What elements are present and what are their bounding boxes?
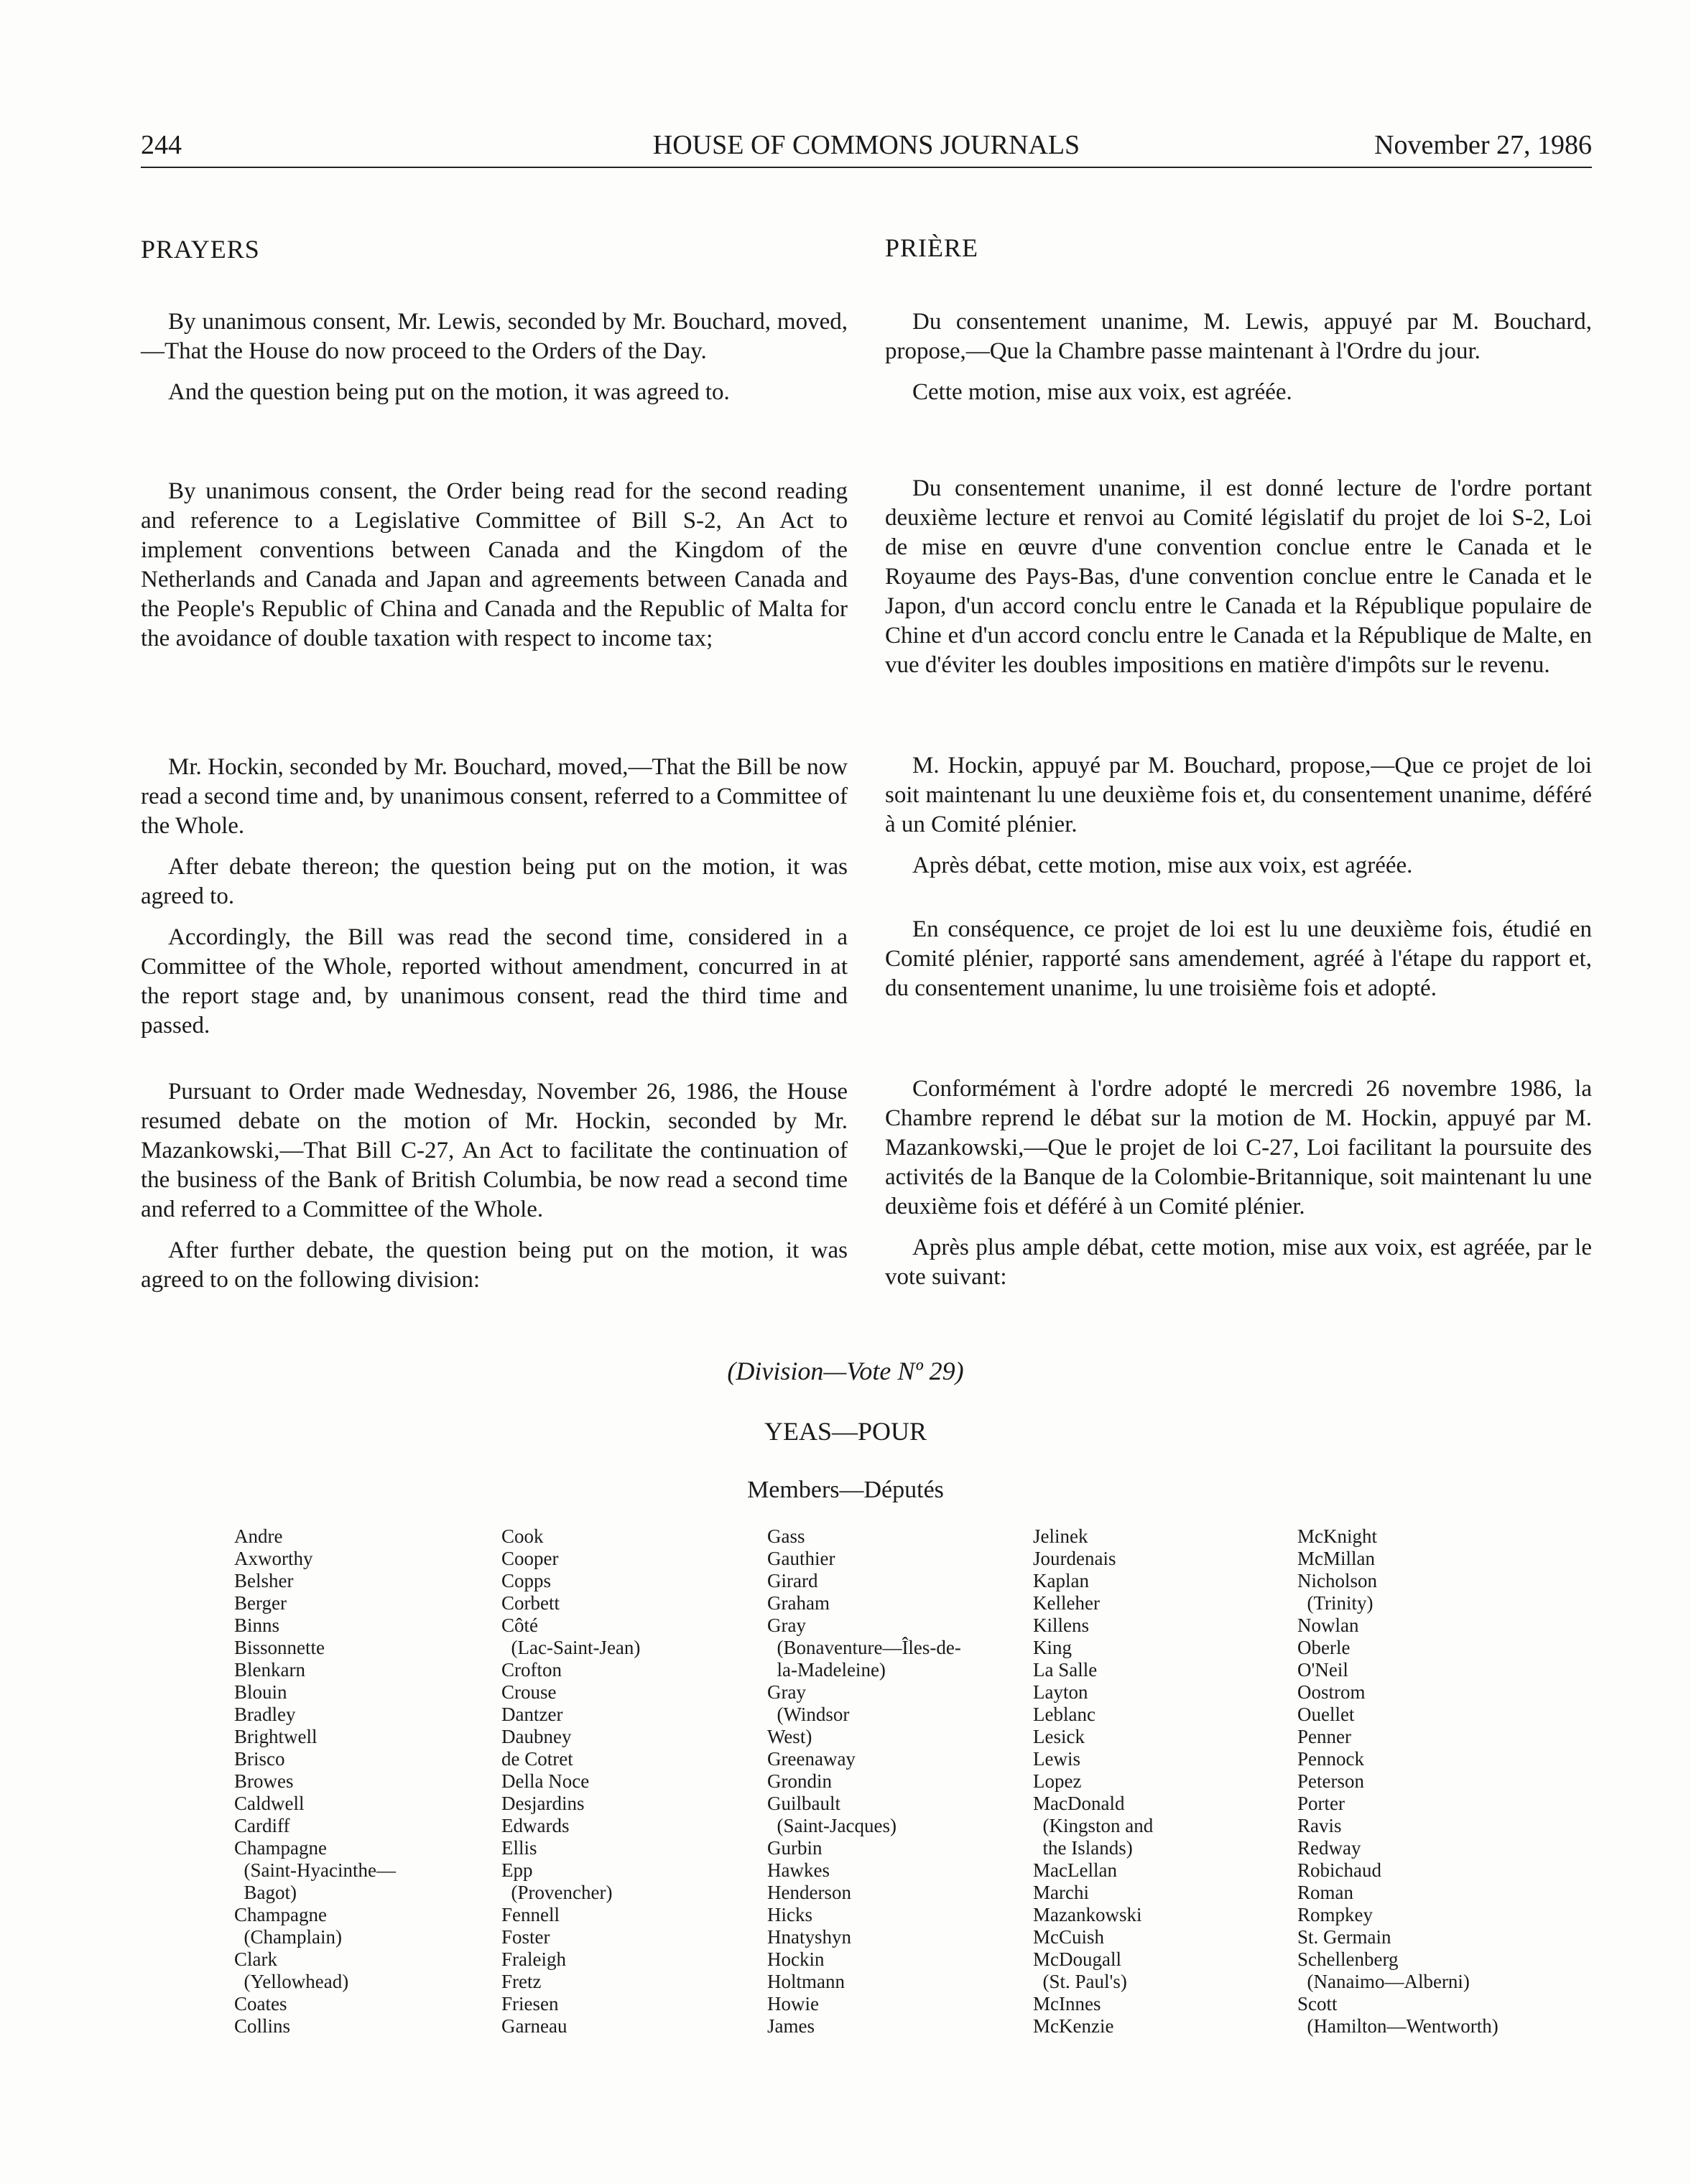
member-name: Collins	[234, 2015, 291, 2037]
french-block-5	[885, 1074, 1592, 1292]
member-name: Berger	[234, 1592, 287, 1614]
member-name: la-Madeleine)	[767, 1659, 886, 1681]
member-name: Fraleigh	[501, 1948, 566, 1970]
member-name: Gray	[767, 1681, 806, 1703]
member-name: Greenaway	[767, 1748, 856, 1770]
french-heading: PRIÈRE	[885, 233, 979, 262]
paragraph: Conformément à l'ordre adopté le mercredi 26 novembre 1986, la Chambre reprend le débat sur la motion de M. Hockin, appuyé par M. Mazankowski,—Que le projet de loi C-27, Loi facilitant la poursuite des activités de la Banque de la Colombie-Britannique, soit maintenant lu une deuxième fois et déféré à un Comité plénier.	[885, 1076, 1592, 1219]
member-name: Friesen	[501, 1993, 559, 2015]
member-name: Bagot)	[234, 1882, 297, 1903]
member-name: Binns	[234, 1614, 280, 1636]
member-name: Garneau	[501, 2015, 567, 2037]
member-name: King	[1033, 1637, 1072, 1658]
paragraph: Du consentement unanime, M. Lewis, appuyé par M. Bouchard, propose,—Que la Chambre passe maintenant à l'Ordre du jour.	[885, 309, 1592, 364]
member-name: (Saint-Hyacinthe—	[234, 1859, 396, 1881]
member-name: La Salle	[1033, 1659, 1098, 1681]
member-name: McKnight	[1297, 1525, 1377, 1547]
member-name: Layton	[1033, 1681, 1088, 1703]
member-name: McCuish	[1033, 1926, 1105, 1948]
member-name: Hnatyshyn	[767, 1926, 851, 1948]
page-number: 244	[141, 130, 182, 160]
member-name: Kaplan	[1033, 1570, 1089, 1591]
member-name: Marchi	[1033, 1882, 1089, 1903]
names-column-3	[767, 1525, 961, 2037]
paragraph: After further debate, the question being put on the motion, it was agreed to on the following division:	[141, 1237, 848, 1293]
member-name: Champagne	[234, 1837, 327, 1859]
french-block-4	[885, 915, 1592, 1003]
member-name: Redway	[1297, 1837, 1361, 1859]
member-name: Gurbin	[767, 1837, 823, 1859]
english-block-2	[141, 477, 848, 654]
member-name: MacDonald	[1033, 1793, 1125, 1814]
member-name: Epp	[501, 1859, 533, 1881]
member-name: Ouellet	[1297, 1704, 1355, 1725]
member-name: Côté	[501, 1614, 538, 1636]
member-name: Howie	[767, 1993, 819, 2015]
member-name: Foster	[501, 1926, 550, 1948]
member-name: Edwards	[501, 1815, 570, 1836]
member-name: Crofton	[501, 1659, 562, 1681]
member-name: (Windsor	[767, 1704, 850, 1725]
member-name: Cardiff	[234, 1815, 290, 1836]
member-name: Lesick	[1033, 1726, 1085, 1747]
member-name: Oostrom	[1297, 1681, 1366, 1703]
member-name: Guilbault	[767, 1793, 840, 1814]
names-column-4	[1033, 1525, 1153, 2037]
member-name: Hicks	[767, 1904, 812, 1925]
member-name: (Bonaventure—Îles-de-	[767, 1637, 961, 1658]
member-name: Ellis	[501, 1837, 537, 1859]
member-name: Bradley	[234, 1704, 296, 1725]
names-column-5	[1297, 1525, 1498, 2037]
member-name: Bissonnette	[234, 1637, 325, 1658]
member-name: Roman	[1297, 1882, 1353, 1903]
member-name: McDougall	[1033, 1948, 1121, 1970]
member-name: the Islands)	[1033, 1837, 1133, 1859]
member-name: Scott	[1297, 1993, 1338, 2015]
member-name: Belsher	[234, 1570, 294, 1591]
member-name: Gray	[767, 1614, 806, 1636]
member-name: Clark	[234, 1948, 277, 1970]
member-name: MacLellan	[1033, 1859, 1117, 1881]
member-name: Della Noce	[501, 1770, 590, 1792]
member-name: Nowlan	[1297, 1614, 1359, 1636]
paragraph: M. Hockin, appuyé par M. Bouchard, propose,—Que ce projet de loi soit maintenant lu une deuxième fois et, du consentement unanime, déféré à un Comité plénier.	[885, 753, 1592, 837]
member-name: Mazankowski	[1033, 1904, 1142, 1925]
member-name: Kelleher	[1033, 1592, 1100, 1614]
member-name: (Kingston and	[1033, 1815, 1154, 1836]
members-heading: Members—Députés	[747, 1477, 944, 1503]
member-name: Lewis	[1033, 1748, 1080, 1770]
paragraph: Cette motion, mise aux voix, est agréée.	[912, 379, 1292, 405]
member-name: Jourdenais	[1033, 1548, 1116, 1569]
paragraph: And the question being put on the motion, it was agreed to.	[168, 379, 730, 405]
member-name: West)	[767, 1726, 812, 1747]
member-name: James	[767, 2015, 815, 2037]
member-name: Penner	[1297, 1726, 1351, 1747]
member-name: Crouse	[501, 1681, 557, 1703]
member-name: Graham	[767, 1592, 830, 1614]
names-column-1	[234, 1525, 396, 2037]
member-name: O'Neil	[1297, 1659, 1348, 1681]
member-name: (Lac-Saint-Jean)	[501, 1637, 641, 1658]
member-name: Girard	[767, 1570, 818, 1591]
member-name: Caldwell	[234, 1793, 305, 1814]
member-name: Hawkes	[767, 1859, 830, 1881]
member-name: Pennock	[1297, 1748, 1364, 1770]
member-name: Gass	[767, 1525, 805, 1547]
page-header	[141, 126, 1592, 168]
paragraph: Accordingly, the Bill was read the second time, considered in a Committee of the Whole, reported without amendment, concurred in at the report stage and, by unanimous consent, read the third time and passed.	[141, 924, 848, 1038]
paragraph: Après plus ample débat, cette motion, mise aux voix, est agréée, par le vote suivant:	[885, 1235, 1592, 1290]
member-name: Browes	[234, 1770, 294, 1792]
member-name: Andre	[234, 1525, 283, 1547]
member-name: Ravis	[1297, 1815, 1342, 1836]
member-name: (St. Paul's)	[1033, 1971, 1127, 1992]
member-name: Leblanc	[1033, 1704, 1095, 1725]
member-name: (Trinity)	[1297, 1592, 1373, 1614]
member-name: Fennell	[501, 1904, 560, 1925]
member-name: (Provencher)	[501, 1882, 613, 1903]
member-name: (Nanaimo—Alberni)	[1297, 1971, 1470, 1992]
paragraph: By unanimous consent, Mr. Lewis, seconded by Mr. Bouchard, moved,—That the House do now proceed to the Orders of the Day.	[141, 309, 848, 364]
member-name: McKenzie	[1033, 2015, 1114, 2037]
member-name: Killens	[1033, 1614, 1089, 1636]
page-date: November 27, 1986	[1374, 130, 1592, 160]
paragraph: After debate thereon; the question being put on the motion, it was agreed to.	[141, 854, 848, 909]
french-block-1	[885, 307, 1592, 407]
member-name: Hockin	[767, 1948, 825, 1970]
member-name: Blenkarn	[234, 1659, 305, 1681]
member-name: Fretz	[501, 1971, 542, 1992]
member-name: (Saint-Jacques)	[767, 1815, 897, 1836]
member-name: Grondin	[767, 1770, 832, 1792]
member-name: St. Germain	[1297, 1926, 1391, 1948]
member-name: Jelinek	[1033, 1525, 1088, 1547]
member-name: de Cotret	[501, 1748, 573, 1770]
journal-title: HOUSE OF COMMONS JOURNALS	[652, 130, 1080, 160]
member-name: Robichaud	[1297, 1859, 1381, 1881]
member-name: Desjardins	[501, 1793, 585, 1814]
member-name: Peterson	[1297, 1770, 1364, 1792]
paragraph: Pursuant to Order made Wednesday, November 26, 1986, the House resumed debate on the motion of Mr. Hockin, seconded by Mr. Mazankowski,—That Bill C-27, An Act to facilitate the continuation of the business of the Bank of British Columbia, be now read a second time and referred to a Committee of the Whole.	[141, 1079, 848, 1222]
member-name: Lopez	[1033, 1770, 1082, 1792]
member-name: Rompkey	[1297, 1904, 1373, 1925]
paragraph: En conséquence, ce projet de loi est lu une deuxième fois, étudié en Comité plénier, rapporté sans amendement, agréé à l'étape du rapport et, du consentement unanime, lu une troisième fois et adopté.	[885, 916, 1592, 1001]
member-name: Champagne	[234, 1904, 327, 1925]
member-name: Holtmann	[767, 1971, 845, 1992]
french-block-2	[885, 474, 1592, 680]
english-block-4	[141, 1077, 848, 1295]
member-name: Schellenberg	[1297, 1948, 1399, 1970]
paragraph: Du consentement unanime, il est donné lecture de l'ordre portant deuxième lecture et renvoi au Comité législatif du projet de loi S-2, Loi de mise en œuvre d'une convention conclue entre le Canada et le Royaume des Pays-Bas, d'une convention conclue entre le Canada et le Japon, d'un accord conclu entre le Canada et la République populaire de Chine et d'un accord conclu entre le Canada et la République de Malte, en vue d'éviter les doubles impositions en matière d'impôts sur le revenu.	[885, 475, 1592, 678]
member-name: Cook	[501, 1525, 544, 1547]
member-name: Dantzer	[501, 1704, 563, 1725]
english-block-1	[141, 307, 848, 407]
member-name: Brisco	[234, 1748, 285, 1770]
member-name: Blouin	[234, 1681, 287, 1703]
member-name: Axworthy	[234, 1548, 313, 1569]
member-name: Corbett	[501, 1592, 560, 1614]
member-name: Brightwell	[234, 1726, 318, 1747]
member-name: (Champlain)	[234, 1926, 342, 1948]
member-name: Oberle	[1297, 1637, 1351, 1658]
french-block-3	[885, 751, 1592, 880]
member-name: McMillan	[1297, 1548, 1375, 1569]
member-name: Henderson	[767, 1882, 851, 1903]
paragraph: Après débat, cette motion, mise aux voix, est agréée.	[912, 852, 1413, 878]
english-heading: PRAYERS	[141, 235, 260, 264]
paragraph: By unanimous consent, the Order being read for the second reading and reference to a Legislative Committee of Bill S-2, An Act to implement conventions between Canada and the Kingdom of the Netherlands and Canada and Japan and agreements between Canada and the People's Republic of China and Canada and the Republic of Malta for the avoidance of double taxation with respect to income tax;	[141, 478, 848, 651]
member-name: Daubney	[501, 1726, 572, 1747]
member-name: Nicholson	[1297, 1570, 1377, 1591]
division-title: (Division—Vote Nº 29)	[727, 1357, 964, 1385]
names-column-2	[501, 1525, 640, 2037]
member-name: Porter	[1297, 1793, 1345, 1814]
member-name: (Yellowhead)	[234, 1971, 349, 1992]
member-name: Cooper	[501, 1548, 559, 1569]
member-name: Gauthier	[767, 1548, 835, 1569]
member-name: (Hamilton—Wentworth)	[1297, 2015, 1498, 2037]
paragraph: Mr. Hockin, seconded by Mr. Bouchard, moved,—That the Bill be now read a second time and, by unanimous consent, referred to a Committee of the Whole.	[141, 754, 848, 839]
member-name: Copps	[501, 1570, 552, 1591]
english-block-3	[141, 753, 848, 1041]
yeas-heading: YEAS—POUR	[764, 1417, 927, 1446]
member-name: McInnes	[1033, 1993, 1101, 2015]
member-name: Coates	[234, 1993, 287, 2015]
